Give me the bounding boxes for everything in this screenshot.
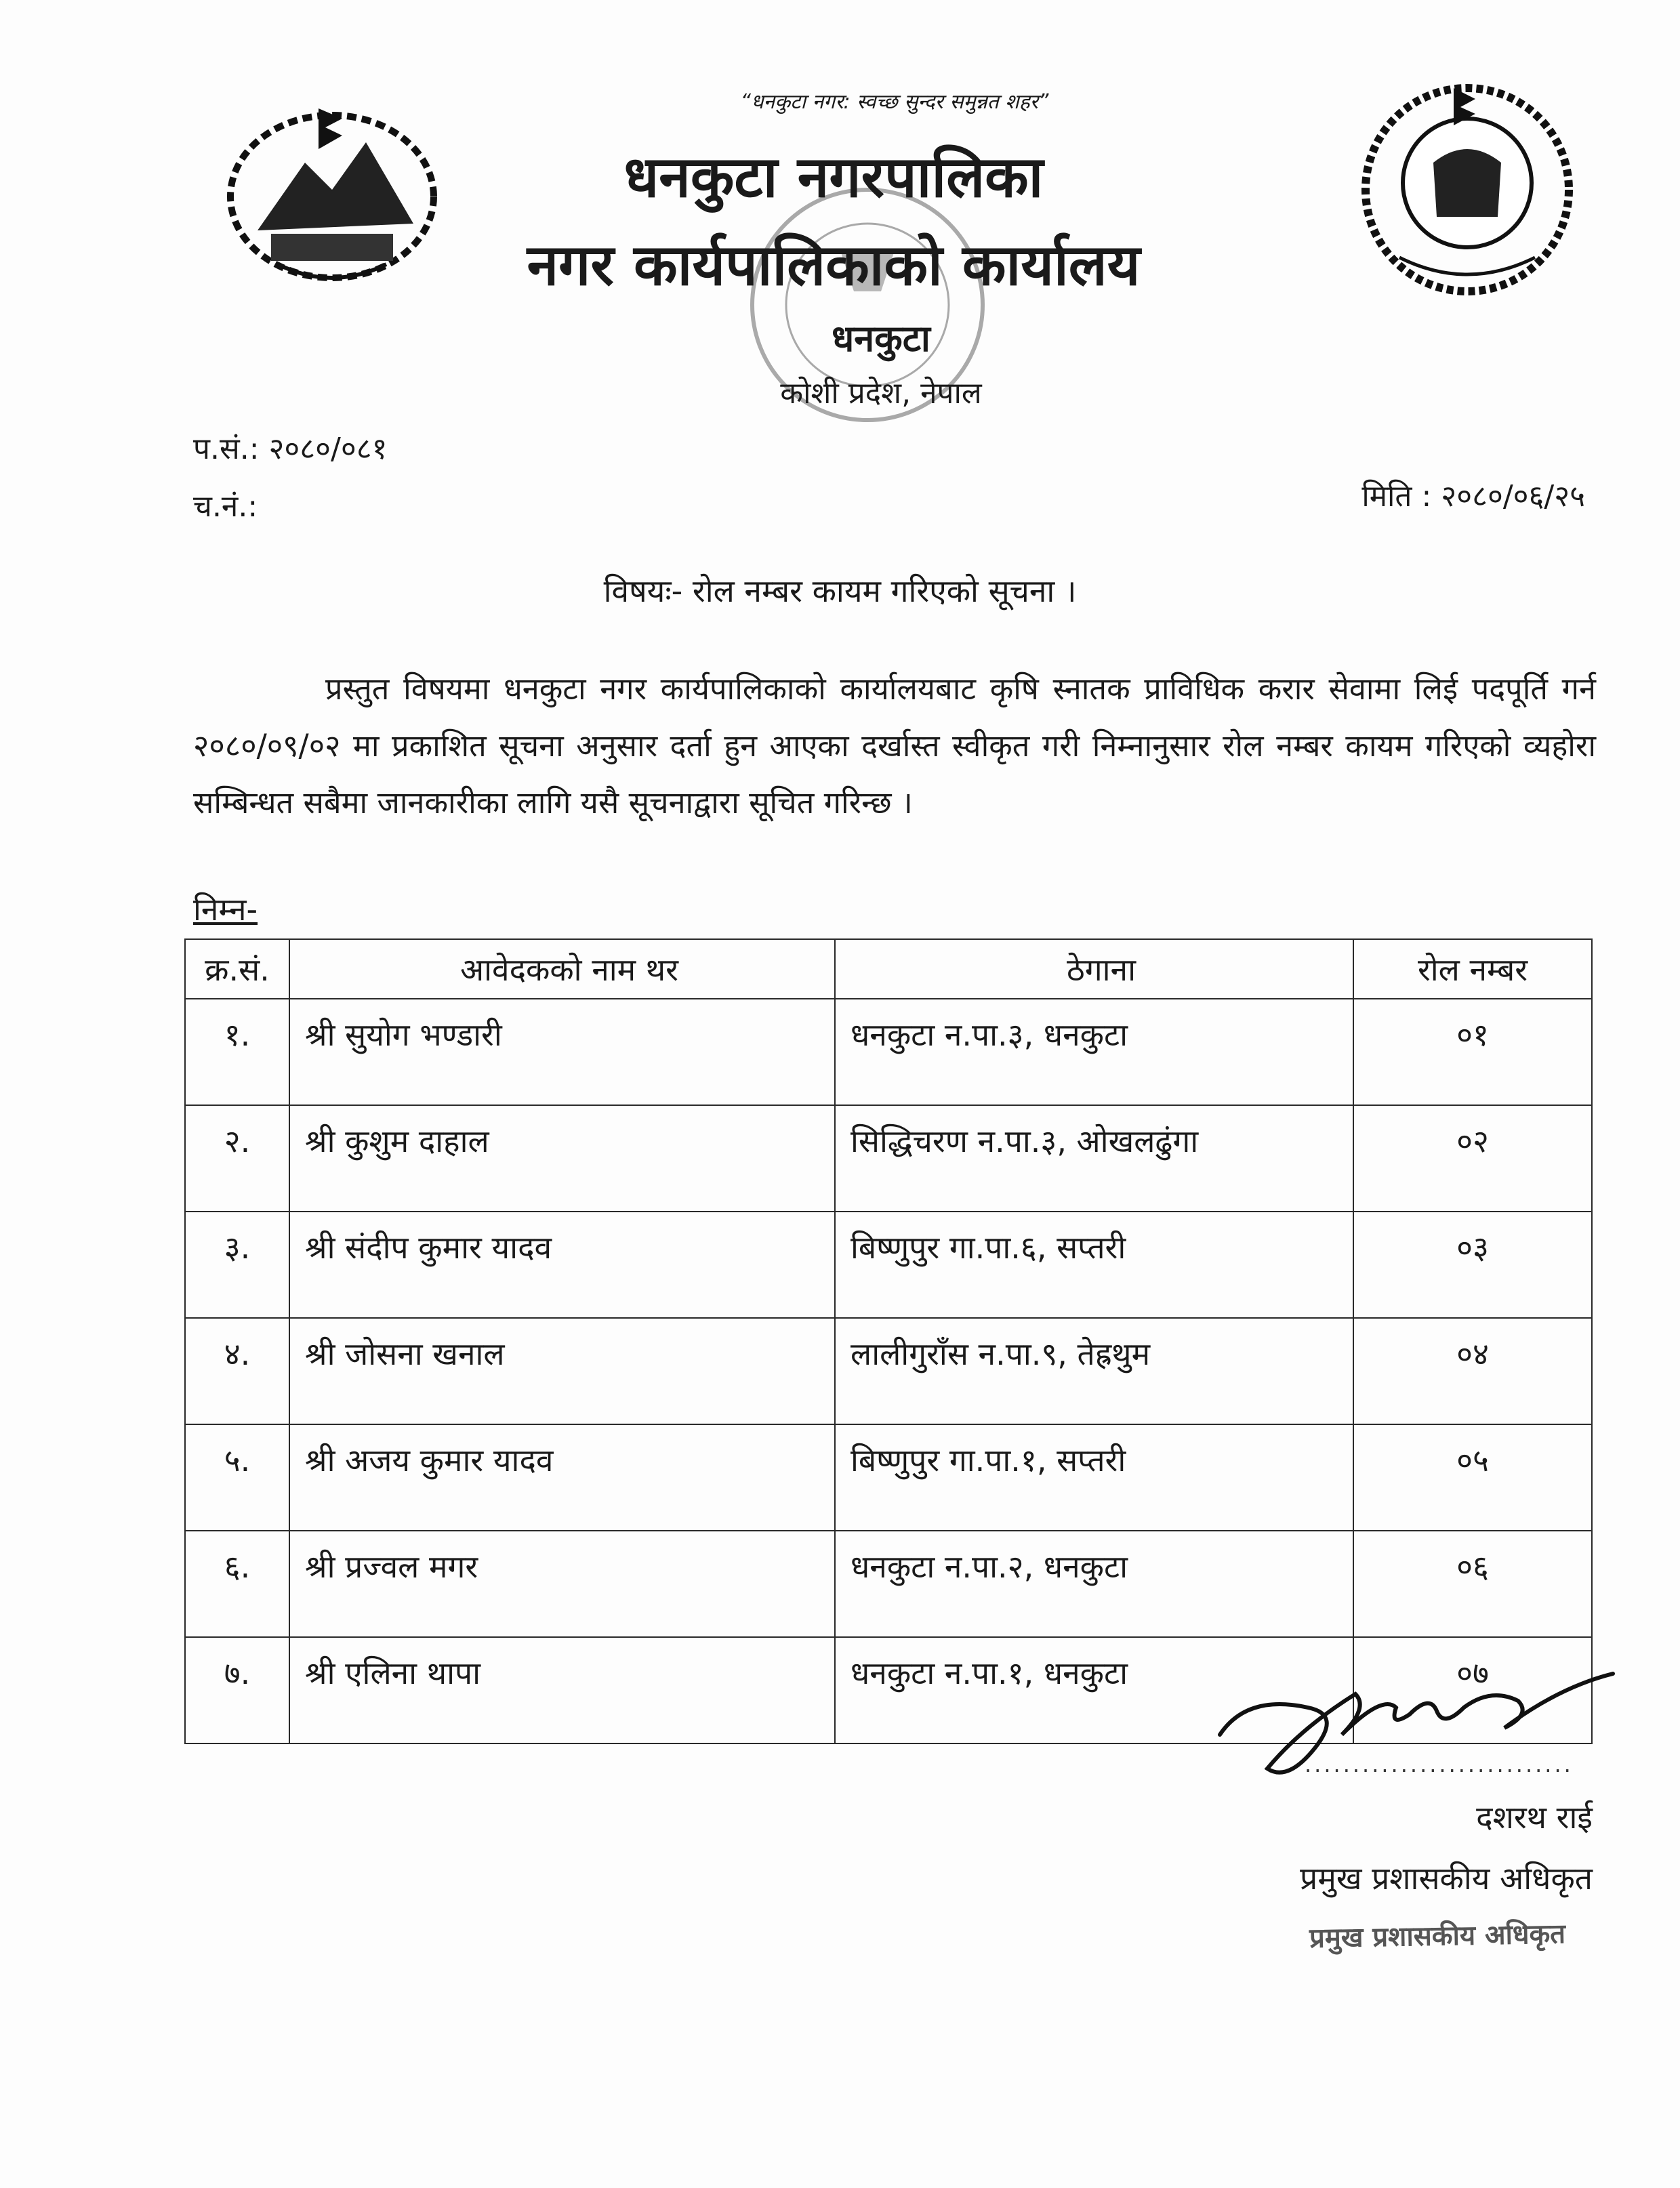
header-roll: रोल नम्बर	[1353, 939, 1592, 999]
office-name: नगर कार्यपालिकाको कार्यालय	[527, 232, 1141, 298]
letter-date: मिति : २०८०/०६/२५	[1361, 479, 1585, 514]
office-location: धनकुटा	[832, 317, 930, 360]
cell-serial: ३.	[185, 1212, 289, 1318]
nepal-emblem-icon	[217, 88, 447, 291]
body-paragraph: प्रस्तुत विषयमा धनकुटा नगर कार्यपालिकाको कार्यालयबाट कृषि स्नातक प्राविधिक करार सेवामा लिई पदपूर्ति गर्न २०८०/०९/०२ मा प्रकाशित सूचना अनुसार दर्ता हुन आएका दर्खास्त स्वीकृत गरी निम्नानुसार रोल नम्बर कायम गरिएको व्यहोरा सम्बिन्धत सबैमा जानकारीका लागि यसै सूचनाद्वारा सूचित गरिन्छ ।	[193, 671, 1596, 821]
cell-address: लालीगुराँस न.पा.९, तेह्रथुम	[835, 1318, 1353, 1424]
cell-address: बिष्णुपुर गा.पा.६, सप्तरी	[835, 1212, 1353, 1318]
cell-serial: ७.	[185, 1637, 289, 1743]
table-row	[185, 1424, 1592, 1531]
org-name: धनकुटा नगरपालिका	[623, 144, 1044, 210]
header-serial: क्र.सं.	[185, 939, 289, 999]
letter-number: प.सं.: २०८०/०८१	[193, 432, 388, 466]
municipality-logo-icon	[1352, 75, 1582, 305]
table-row	[185, 1531, 1592, 1637]
cell-roll: ०५	[1353, 1424, 1592, 1531]
cell-name: श्री प्रज्वल मगर	[289, 1531, 835, 1637]
list-heading: निम्न-	[193, 891, 258, 928]
table-row	[185, 1212, 1592, 1318]
table-row	[185, 999, 1592, 1105]
cell-serial: १.	[185, 999, 289, 1105]
signature-line: ............................	[1305, 1752, 1574, 1777]
cell-name: श्री अजय कुमार यादव	[289, 1424, 835, 1531]
designation-stamp: प्रमुख प्रशासकीय अधिकृत	[1309, 1918, 1566, 1954]
cell-address: धनकुटा न.पा.१, धनकुटा	[835, 1637, 1353, 1743]
table-row	[185, 1318, 1592, 1424]
applicants-table	[184, 938, 1593, 1744]
signatory-designation: प्रमुख प्रशासकीय अधिकृत	[1300, 1860, 1593, 1897]
cell-serial: २.	[185, 1105, 289, 1212]
cell-serial: ६.	[185, 1531, 289, 1637]
cell-name: श्री जोसना खनाल	[289, 1318, 835, 1424]
cell-address: धनकुटा न.पा.३, धनकुटा	[835, 999, 1353, 1105]
cell-roll: ०६	[1353, 1531, 1592, 1637]
signatory-name: दशरथ राई	[1476, 1799, 1593, 1836]
cell-name: श्री एलिना थापा	[289, 1637, 835, 1743]
office-province: कोशी प्रदेश, नेपाल	[780, 376, 982, 411]
motto: “धनकुटा नगर: स्वच्छ सुन्दर समुन्नत शहर”	[740, 90, 1049, 114]
subject-line: विषयः- रोल नम्बर कायम गरिएको सूचना ।	[603, 573, 1077, 609]
cell-serial: ५.	[185, 1424, 289, 1531]
header-name: आवेदकको नाम थर	[289, 939, 835, 999]
cell-name: श्री कुशुम दाहाल	[289, 1105, 835, 1212]
cell-name: श्री संदीप कुमार यादव	[289, 1212, 835, 1318]
cell-address: धनकुटा न.पा.२, धनकुटा	[835, 1531, 1353, 1637]
cell-roll: ०१	[1353, 999, 1592, 1105]
table-header-row	[185, 939, 1592, 999]
cell-name: श्री सुयोग भण्डारी	[289, 999, 835, 1105]
cell-roll: ०३	[1353, 1212, 1592, 1318]
cell-roll: ०७	[1353, 1637, 1592, 1743]
cell-address: सिद्धिचरण न.पा.३, ओखलढुंगा	[835, 1105, 1353, 1212]
cell-address: बिष्णुपुर गा.पा.१, सप्तरी	[835, 1424, 1353, 1531]
cell-roll: ०२	[1353, 1105, 1592, 1212]
dispatch-number: च.नं.:	[193, 489, 258, 524]
table-row	[185, 1105, 1592, 1212]
cell-roll: ०४	[1353, 1318, 1592, 1424]
cell-serial: ४.	[185, 1318, 289, 1424]
header-address: ठेगाना	[835, 939, 1353, 999]
